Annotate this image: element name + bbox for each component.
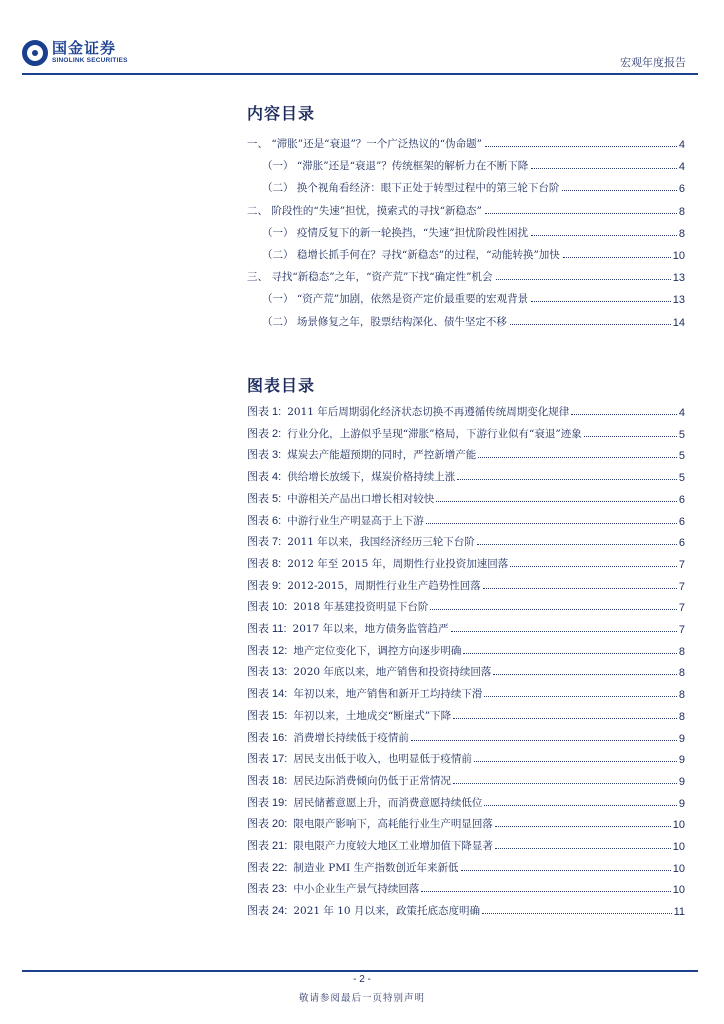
- figure-entry-label: 图表 12:: [247, 644, 288, 657]
- toc-entry[interactable]: [262, 173, 685, 195]
- company-logo: [22, 36, 128, 70]
- figure-entry-label: 图表 22:: [247, 861, 288, 874]
- figure-entry-page: 5: [678, 472, 685, 485]
- toc-entry-page: 4: [678, 139, 685, 151]
- figure-entry-page: 8: [678, 667, 685, 680]
- figure-entry-text: 年初以来，地产销售和新开工均持续下滑: [293, 688, 483, 701]
- figure-entry-text: 中游行业生产明显高于上下游: [287, 514, 424, 527]
- toc-entry-text: （一） “滞胀”还是“衰退”？传统框架的解析力在不断下降: [262, 160, 529, 173]
- page-header: [22, 36, 698, 72]
- figure-entry-page: 7: [678, 624, 685, 636]
- dot-leader: [411, 740, 677, 741]
- figure-entry-text: 制造业 PMI 生产指数创近年来新低: [293, 861, 459, 874]
- dot-leader: [477, 544, 677, 545]
- figure-entry-text: 2011 年以来，我国经济经历三轮下台阶: [287, 536, 475, 549]
- toc-entry-page: 8: [678, 205, 685, 218]
- figure-entry-text: 地产定位变化下，调控方向逐步明确: [293, 644, 462, 657]
- figure-entry-page: 6: [678, 537, 685, 550]
- toc-entry-text: （一） 疫情反复下的新一轮换挡，“失速”担忧阶段性困扰: [262, 226, 529, 239]
- toc-entry[interactable]: [262, 151, 685, 173]
- figure-entry-text: 2020 年底以来，地产销售和投资持续回落: [293, 666, 492, 679]
- figure-entry-text: 年初以来，土地成交“断崖式”下降: [293, 709, 452, 722]
- figure-entry[interactable]: [247, 658, 685, 679]
- figure-entry-label: 图表 16:: [247, 731, 288, 744]
- figure-entry[interactable]: [247, 398, 685, 419]
- dot-leader: [562, 190, 677, 191]
- dot-leader: [430, 609, 676, 610]
- dot-leader: [571, 414, 677, 415]
- toc-entry[interactable]: [262, 218, 685, 240]
- figure-entry[interactable]: [247, 745, 685, 766]
- dot-leader: [453, 718, 677, 719]
- figure-entry[interactable]: [247, 441, 685, 462]
- page-number: - 2 -: [353, 974, 371, 985]
- figure-entry-text: 2021 年 10 月以来，政策托底态度明确: [293, 905, 480, 918]
- toc-entry-page: 8: [678, 227, 685, 240]
- figure-entry[interactable]: [247, 420, 685, 441]
- figure-entry-page: 5: [678, 428, 685, 441]
- figure-entry-page: 6: [678, 493, 685, 506]
- toc-entry-page: 13: [672, 294, 685, 307]
- figure-entry-label: 图表 18:: [247, 774, 288, 787]
- figure-entry-text: 行业分化，上游似乎呈现“滞胀”格局，下游行业似有“衰退”迹象: [287, 427, 582, 440]
- dot-leader: [457, 479, 677, 480]
- figure-entry-page: 10: [672, 862, 685, 875]
- toc-entry-text: （二） 稳增长抓手何在？寻找“新稳态”的过程，“动能转换”加快: [262, 249, 560, 261]
- figure-entry[interactable]: [247, 810, 685, 831]
- dot-leader: [426, 523, 677, 524]
- figure-entry-page: 10: [672, 819, 685, 832]
- figure-entry-label: 图表 10:: [247, 601, 288, 614]
- toc-entry-page: 10: [672, 250, 685, 262]
- figure-entry-label: 图表 19:: [247, 796, 288, 809]
- figure-entry-page: 9: [678, 797, 685, 810]
- footer-disclaimer: 敬请参阅最后一页特别声明: [298, 993, 425, 1004]
- toc-entry[interactable]: [262, 307, 685, 329]
- toc-entry[interactable]: [247, 262, 685, 284]
- figure-entry-label: 图表 17:: [247, 753, 288, 766]
- toc-title: 内容目录: [247, 104, 316, 123]
- toc-entry[interactable]: [262, 284, 685, 306]
- dot-leader: [531, 301, 671, 302]
- toc-entry-page: 4: [678, 161, 685, 174]
- dot-leader: [453, 783, 677, 784]
- figure-entry-page: 8: [678, 689, 685, 702]
- figure-entry-page: 8: [678, 645, 685, 658]
- figure-entry-text: 中小企业生产景气持续回落: [293, 883, 420, 896]
- figure-entry-label: 图表 1:: [247, 406, 282, 418]
- figure-entry-label: 图表 5:: [247, 492, 282, 505]
- figure-entry-label: 图表 15:: [247, 709, 288, 722]
- logo-name-en: SINOLINK SECURITIES: [52, 57, 128, 65]
- figure-entry-text: 供给增长放缓下，煤炭价格持续上涨: [287, 471, 456, 484]
- dot-leader: [496, 279, 671, 280]
- figure-entry-text: 限电限产力度较大地区工业增加值下降显著: [293, 840, 493, 852]
- dot-leader: [563, 257, 671, 258]
- figure-entry-page: 9: [678, 732, 685, 745]
- figure-entry-label: 图表 9:: [247, 579, 282, 592]
- figure-entry[interactable]: [247, 507, 685, 528]
- dot-leader: [482, 913, 672, 914]
- figure-entry[interactable]: [247, 832, 685, 853]
- dot-leader: [463, 653, 677, 654]
- figure-entry-label: 图表 24:: [247, 905, 288, 918]
- figure-entry-text: 2017 年以来，地方债务监管趋严: [292, 623, 449, 635]
- figure-entry-text: 2012-2015，周期性行业生产趋势性回落: [287, 579, 481, 592]
- figure-entry-label: 图表 4:: [247, 471, 282, 484]
- figure-entry-page: 11: [673, 906, 685, 919]
- figure-entry-text: 消费增长持续低于疫情前: [293, 731, 409, 744]
- dot-leader: [495, 848, 671, 849]
- toc-entry-text: （一） “资产荒”加剧，依然是资产定价最重要的宏观背景: [262, 293, 529, 306]
- figure-entry[interactable]: [247, 789, 685, 810]
- figure-entry[interactable]: [247, 854, 685, 875]
- toc-entry[interactable]: [247, 196, 685, 218]
- figure-entry[interactable]: [247, 485, 685, 506]
- footer-divider: [22, 970, 698, 972]
- figure-entry-label: 图表 6:: [247, 514, 282, 527]
- figure-entry-page: 7: [678, 558, 685, 571]
- figure-entry-page: 7: [678, 602, 685, 615]
- figure-entry-label: 图表 21:: [247, 840, 288, 852]
- figure-entry[interactable]: [247, 528, 685, 549]
- toc-entry-text: 二、 阶段性的“失速”担忧，摸索式的寻找“新稳态”: [247, 204, 482, 217]
- figure-entry-text: 2011 年后周期弱化经济状态切换不再遵循传统周期变化规律: [287, 406, 570, 418]
- figure-entry[interactable]: [247, 463, 685, 484]
- dot-leader: [436, 501, 677, 502]
- figure-entry-text: 煤炭去产能超预期的同时，严控新增产能: [287, 449, 477, 462]
- figure-entry-text: 居民储蓄意愿上升，而消费意愿持续低位: [293, 796, 483, 809]
- dot-leader: [493, 674, 676, 675]
- toc-entry-text: （二） 换个视角看经济：眼下正处于转型过程中的第三轮下台阶: [262, 182, 560, 195]
- figure-entry-text: 2012 年至 2015 年，周期性行业投资加速回落: [287, 557, 509, 570]
- figure-entry-label: 图表 2:: [247, 427, 282, 440]
- dot-leader: [451, 631, 677, 632]
- figure-entry-label: 图表 8:: [247, 557, 282, 570]
- dot-leader: [474, 761, 677, 762]
- figure-entry-label: 图表 14:: [247, 688, 288, 701]
- dot-leader: [478, 457, 677, 458]
- figure-entry-page: 4: [678, 407, 685, 419]
- toc-entry-page: 13: [672, 272, 685, 285]
- figure-entry-page: 5: [678, 450, 685, 463]
- dot-leader: [421, 891, 670, 892]
- figure-entry[interactable]: [247, 593, 685, 614]
- figure-entry-page: 9: [678, 754, 685, 767]
- figure-entry-label: 图表 23:: [247, 883, 288, 896]
- figure-entry-text: 居民支出低于收入，也明显低于疫情前: [293, 753, 472, 766]
- figures-title: 图表目录: [247, 376, 316, 395]
- figure-entry[interactable]: [247, 702, 685, 723]
- figure-entry-page: 10: [672, 841, 685, 853]
- figure-entry[interactable]: [247, 572, 685, 593]
- figure-entry[interactable]: [247, 724, 685, 745]
- figure-entry[interactable]: [247, 897, 685, 918]
- figure-entry-page: 9: [678, 775, 685, 788]
- toc-entry-page: 6: [678, 183, 685, 196]
- header-divider: [22, 73, 698, 75]
- toc-entry-text: 三、 寻找“新稳态”之年，“资产荒”下找“确定性”机会: [247, 271, 493, 284]
- figure-entry-page: 6: [678, 515, 685, 528]
- figure-entry-text: 中游相关产品出口增长相对较快: [287, 492, 435, 505]
- figure-entry[interactable]: [247, 637, 685, 658]
- figure-entry-text: 2018 年基建投资明显下台阶: [293, 601, 429, 614]
- figure-entry[interactable]: [247, 550, 685, 571]
- figure-entry-label: 图表 11:: [247, 623, 287, 635]
- toc-entry[interactable]: [247, 129, 685, 151]
- dot-leader: [485, 146, 677, 147]
- toc-entry-text: （二） 场景修复之年，股票结构深化、债牛坚定不移: [262, 315, 507, 328]
- logo-name-cn: 国金证券: [52, 39, 117, 58]
- figure-entry-label: 图表 3:: [247, 449, 282, 462]
- figure-entry[interactable]: [247, 875, 685, 896]
- figure-entry[interactable]: [247, 615, 685, 636]
- toc-entry-page: 14: [672, 316, 685, 329]
- dot-leader: [484, 696, 677, 697]
- dot-leader: [510, 566, 677, 567]
- figure-entry[interactable]: [247, 767, 685, 788]
- dot-leader: [495, 826, 671, 827]
- figure-entry-page: 7: [678, 580, 685, 593]
- figure-entry-text: 限电限产影响下，高耗能行业生产明显回落: [293, 818, 493, 831]
- dot-leader: [584, 436, 677, 437]
- figure-entry-label: 图表 13:: [247, 666, 288, 679]
- toc-entry-text: 一、 “滞胀”还是“衰退”？一个广泛热议的“伪命题”: [247, 138, 483, 150]
- figure-entry-label: 图表 7:: [247, 536, 282, 549]
- dot-leader: [484, 805, 677, 806]
- logo-icon: [22, 40, 48, 66]
- dot-leader: [483, 588, 677, 589]
- dot-leader: [510, 324, 671, 325]
- figure-entry-page: 10: [672, 884, 685, 897]
- document-type: 宏观年度报告: [620, 56, 686, 69]
- toc-entry[interactable]: [262, 240, 685, 262]
- dot-leader: [461, 870, 671, 871]
- dot-leader: [531, 235, 677, 236]
- figure-entry-text: 居民边际消费倾向仍低于正常情况: [293, 774, 451, 787]
- dot-leader: [531, 168, 677, 169]
- dot-leader: [485, 213, 677, 214]
- figure-entry-page: 8: [678, 710, 685, 723]
- figure-entry[interactable]: [247, 680, 685, 701]
- figure-entry-label: 图表 20:: [247, 818, 288, 831]
